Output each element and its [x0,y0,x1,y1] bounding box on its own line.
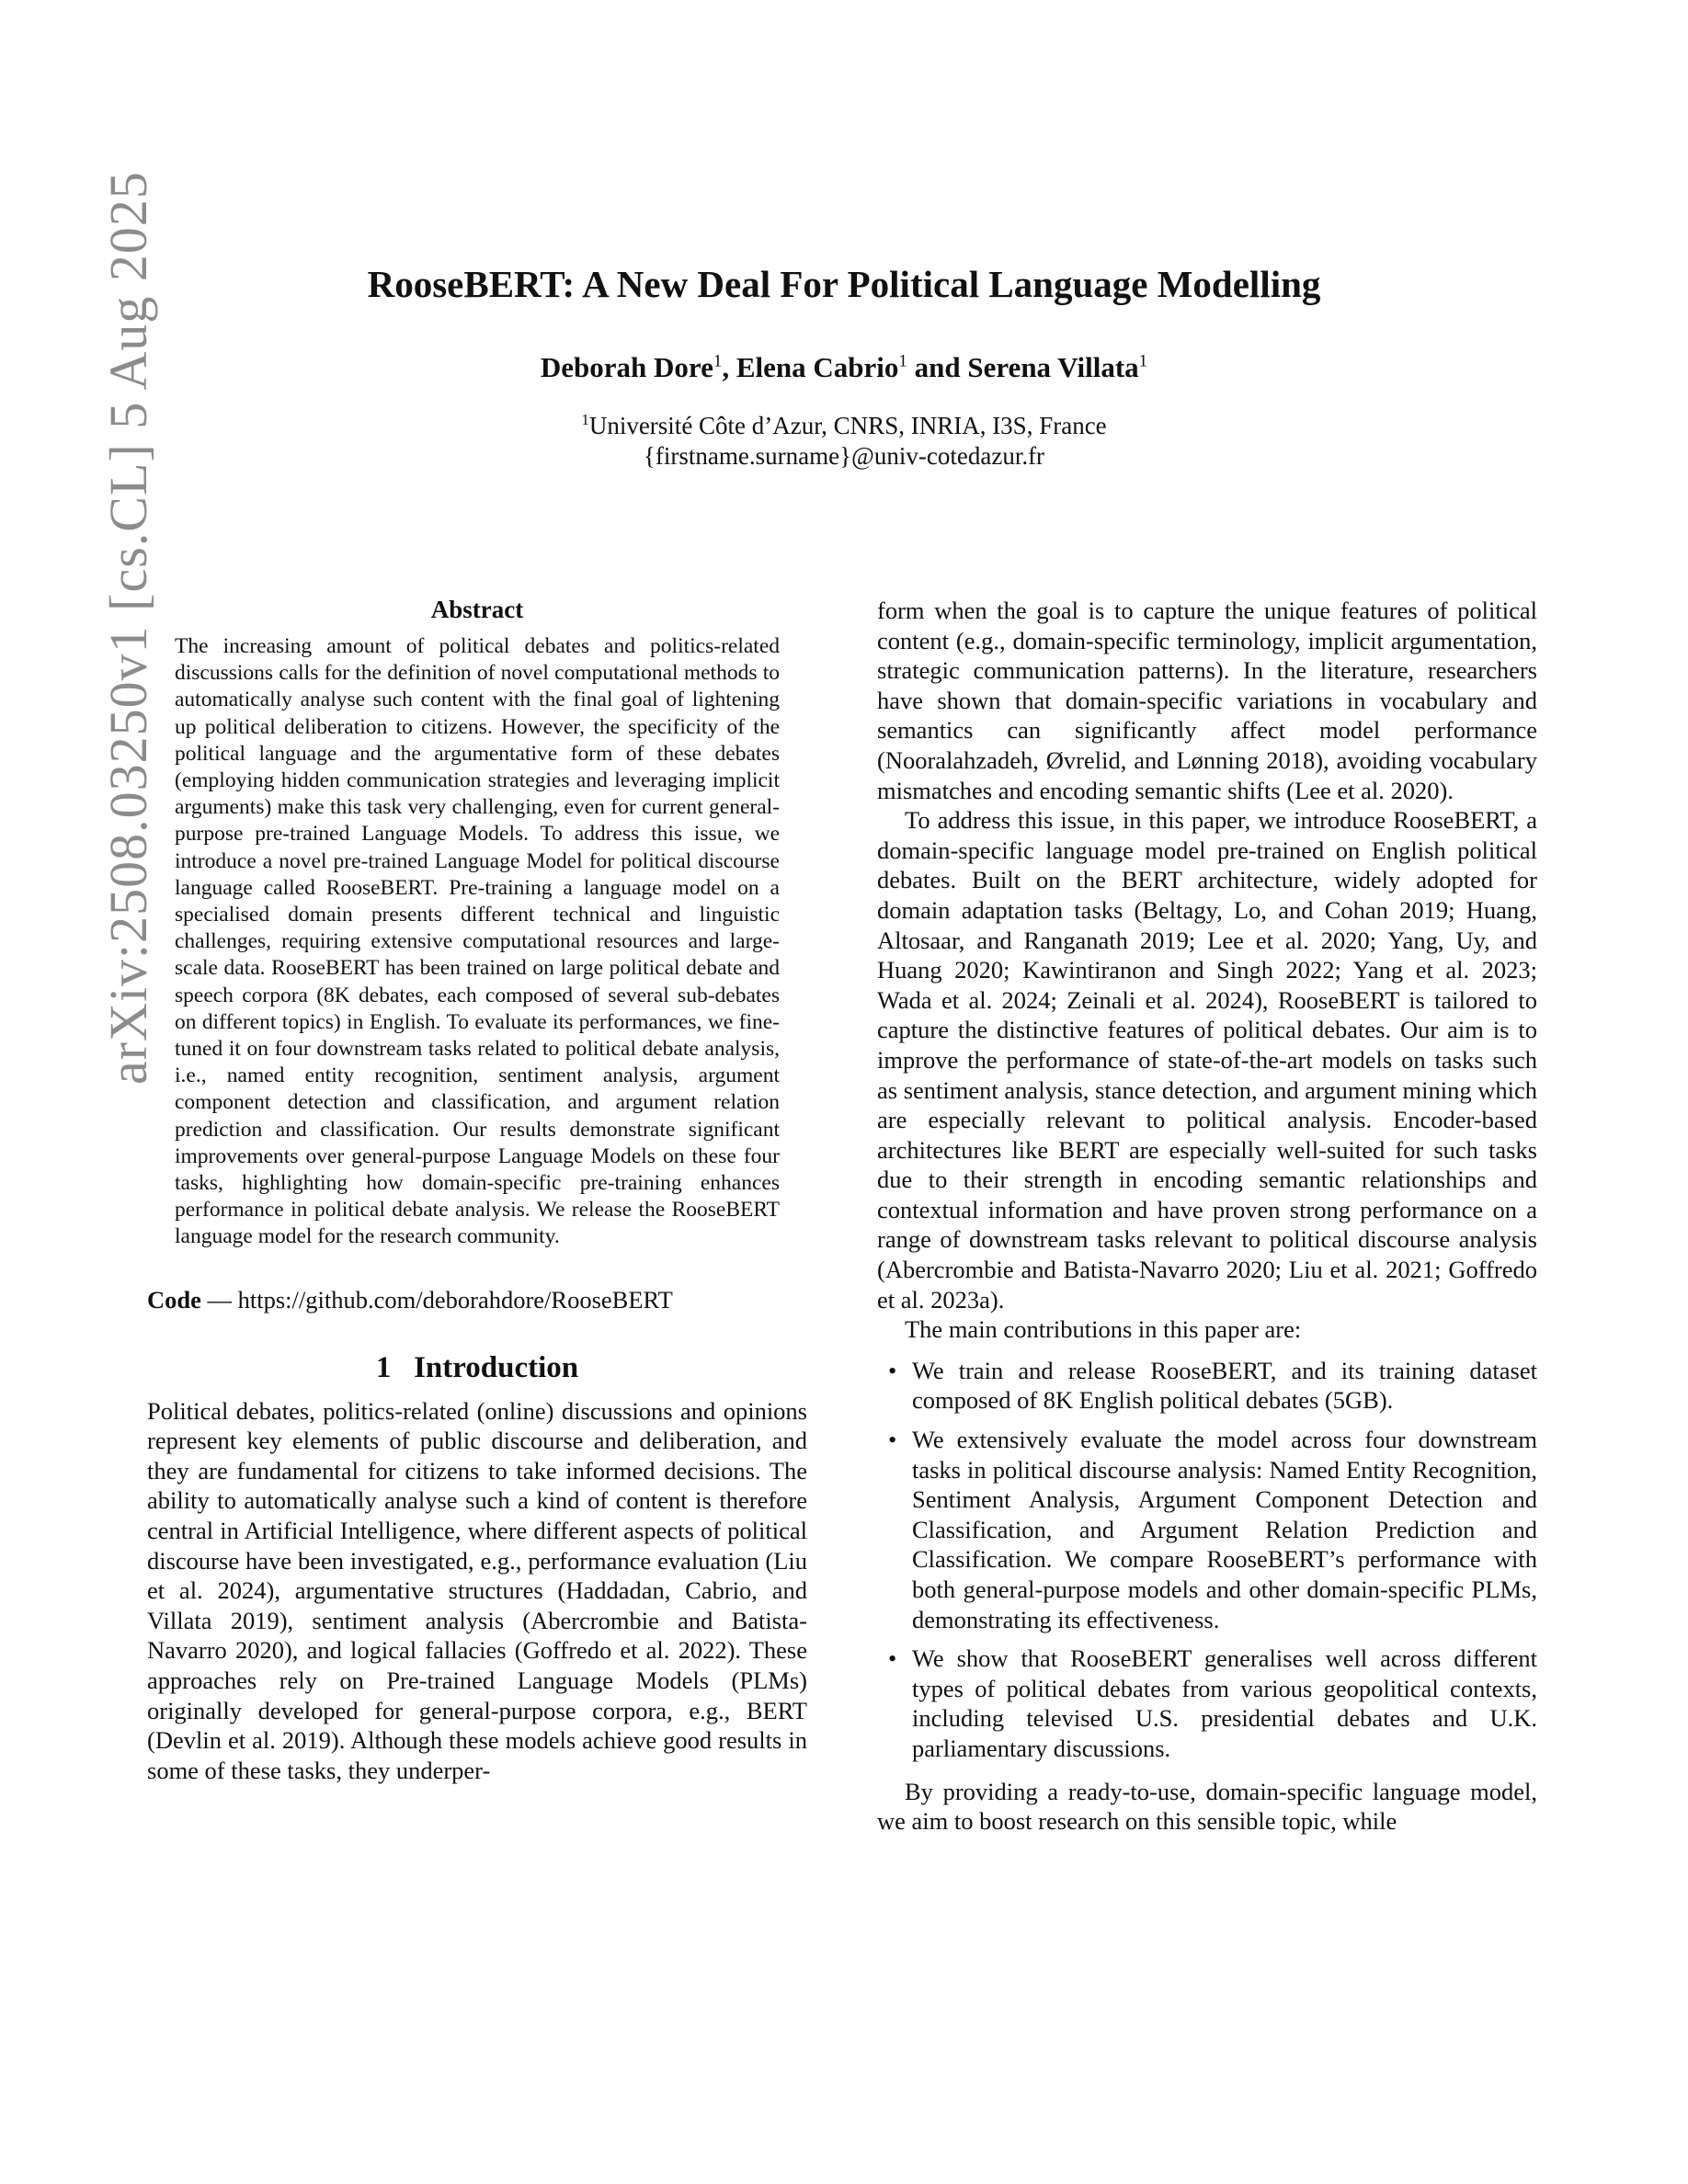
list-item-text: We train and release RooseBERT, and its training dataset composed of 8K English political debates (5GB). [912,1356,1537,1415]
author-name: Serena Villata [967,351,1139,383]
list-item [877,1356,1537,1416]
arxiv-identifier: arXiv:2508.03250v1 [cs.CL] 5 Aug 2025 [98,171,158,1085]
author-separator: , [722,351,736,383]
right-column [877,596,1537,1837]
affiliation: Université Côte d’Azur, CNRS, INRIA, I3S, France [588,412,1107,439]
section-title: Introduction [414,1350,579,1384]
list-item-text: We extensively evaluate the model across four downstream tasks in political discourse analysis: Named Entity Recognition, Sentiment Analysis, Argument Component Detection and Classification, and Argument Relation Prediction and Classification. We compare RooseBERT’s performance with both general-purpose models and other domain-specific PLMs, demonstrating its effectiveness. [912,1426,1537,1633]
author-affiliation-mark: 1 [1138,351,1148,371]
author-name: Elena Cabrio [736,351,899,383]
affiliation-block [0,404,1688,472]
author-separator: and [907,351,968,383]
affiliation-mark: 1 [581,411,589,428]
list-item-text: We show that RooseBERT generalises well across different types of political debates from various geopolitical contexts, including televised U.S. presidential debates and U.K. parliamentary discussions. [912,1644,1537,1762]
section-heading [147,1351,807,1385]
intro-paragraph: To address this issue, in this paper, we introduce RooseBERT, a domain-specific language model pre-trained on English political debates. Built on the BERT architecture, widely adopted for domain adaptation tasks (Beltagy, Lo, and Cohan 2019; Huang, Altosaar, and Ranganath 2019; Lee et al. 2020; Yang, Uy, and Huang 2020; Kawintiranon and Singh 2022; Yang et al. 2023; Wada et al. 2024; Zeinali et al. 2024), RooseBERT is tailored to capture the distinctive features of political debates. Our aim is to improve the performance of state-of-the-art models on tasks such as sentiment analysis, stance detection, and argument mining which are especially relevant to political analysis. Encoder-based architectures like BERT are especially well-suited for such tasks due to their strength in encoding semantic relationships and contextual information and have proven strong performance on a range of downstream tasks relevant to political discourse analysis (Abercrombie and Batista-Navarro 2020; Liu et al. 2021; Goffredo et al. 2023a). [877,806,1537,1314]
author-affiliation-mark: 1 [898,351,907,371]
code-separator: — [200,1285,238,1314]
bullet-icon: • [888,1644,897,1673]
list-item [877,1425,1537,1634]
contributions-intro: The main contributions in this paper are: [905,1315,1302,1344]
contributions-list [877,1356,1537,1764]
section-number: 1 [375,1350,392,1384]
paper-title: RooseBERT: A New Deal For Political Language Modelling [367,263,1321,305]
bullet-icon: • [888,1356,897,1384]
intro-paragraph: By providing a ready-to-use, domain-specific language model, we aim to boost research on this sensible topic, while [877,1777,1537,1836]
code-repository-link[interactable]: https://github.com/deborahdore/RooseBERT [237,1285,673,1314]
bullet-icon: • [888,1426,897,1454]
intro-paragraph-continued: form when the goal is to capture the unique features of political content (e.g., domain-specific terminology, implicit argumentation, strategic communication patterns). In the literature, researchers have shown that domain-specific variations in vocabulary and semantics can significantly affect model performance (Nooralahzadeh, Øvrelid, and Lønning 2018), avoiding vocabulary mismatches and encoding semantic shifts (Lee et al. 2020). [877,597,1537,804]
abstract-heading: Abstract [430,596,524,623]
author-name: Deborah Dore [540,351,713,383]
abstract-text: The increasing amount of political debates and politics-related discussions calls for the definition of novel computational methods to automatically analyse such content with the final goal of lightening up political deliberation to citizens. However, the specificity of the political language and the argumentative form of these debates (employing hidden communication strategies and leveraging implicit arguments) make this task very challenging, even for current general-purpose pre-trained Language Models. To address this issue, we introduce a novel pre-trained Language Model for political discourse language called RooseBERT. Pre-training a language model on a specialised domain presents different technical and linguistic challenges, requiring extensive computational resources and large-scale data. RooseBERT has been trained on large political debate and speech corpora (8K debates, each composed of several sub-debates on different topics) in English. To evaluate its performances, we fine-tuned it on four downstream tasks related to political debate analysis, i.e., named entity recognition, sentiment analysis, argument component detection and classification, and argument relation prediction and classification. Our results demonstrate significant improvements over general-purpose Language Models on these four tasks, highlighting how domain-specific pre-training enhances performance in political debate analysis. We release the RooseBERT language model for the research community. [175,634,780,1249]
author-email: {firstname.surname}@univ-cotedazur.fr [643,442,1045,470]
code-link-line [147,1286,807,1314]
intro-paragraph: Political debates, politics-related (online) discussions and opinions represent key elements of public discourse and deliberation, and they are fundamental for citizens to take informed decisions. The ability to automatically analyse such a kind of content is therefore central in Artificial Intelligence, where different aspects of political discourse have been investigated, e.g., performance evaluation (Liu et al. 2024), argumentative structures (Haddadan, Cabrio, and Villata 2019), sentiment analysis (Abercrombie and Batista-Navarro 2020), and logical fallacies (Goffredo et al. 2022). These approaches rely on Pre-trained Language Models (PLMs) originally developed for general-purpose corpora, e.g., BERT (Devlin et al. 2019). Although these models achieve good results in some of these tasks, they underper- [147,1396,807,1784]
author-list [0,351,1688,384]
list-item [877,1644,1537,1763]
code-label: Code [147,1285,201,1314]
author-affiliation-mark: 1 [713,351,723,371]
left-column [147,596,807,1785]
